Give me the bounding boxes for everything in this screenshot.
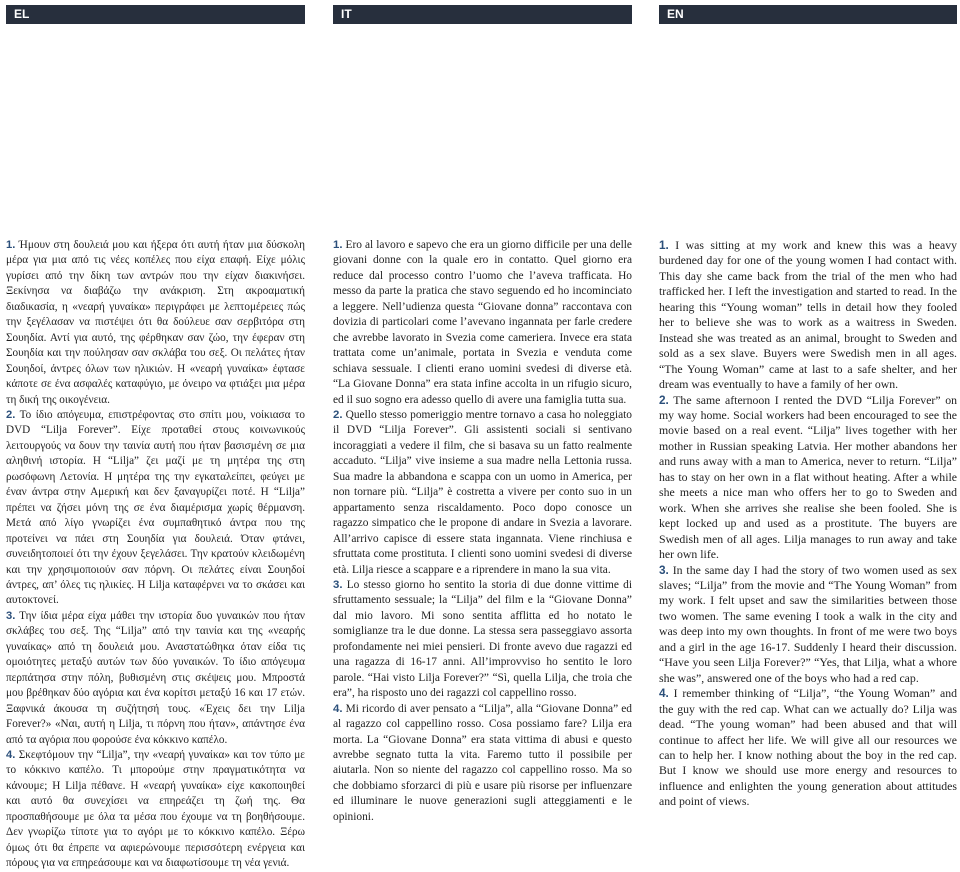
paragraph-text: In the same day I had the story of two women used as sex slaves; “Lilja” from the movie and “The Young Woman” from my work. I felt upset and saw the similarities between those two women. The same evening I took a walk in the city and was deep into my own thoughts. In front of me were two boys and a girl in the age 16-17. Suddenly I heard their discussion. “Have you seen Lilja Forever?” “Yes, that Lilja, what a whore she was”, answered one of the boys who had a red cap. <box>659 562 957 685</box>
paragraph-1 <box>6 238 305 408</box>
paragraph-2 <box>659 393 957 563</box>
paragraph-number: 4. <box>6 748 16 761</box>
paragraph-text: Ero al lavoro e sapevo che era un giorno difficile per una delle giovani donne con la quale ero in contatto. Quel giorno era reduce dal processo contro l’uomo che l’aveva trafficata. Ho messo da parte la pratica che stavo seguendo ed ho incominciato a leggere. Nell’udienza questa “Giovane donna” raccontava con dovizia di particolari come l’avevano ingannata per farle credere che avrebbe lavorato in Svezia come cameriera. Invece era stata trattata come un’animale, portata in Svezia e venduta come schiava sessuale. I clienti erano uomini svedesi di diverse età. “La Giovane Donna” era stata infine accolta in un rifugio sicuro, ed il suo sogno era adesso quello di avere una famiglia tutta sua. <box>333 239 632 406</box>
paragraph-number: 3. <box>659 562 669 577</box>
paragraph-4 <box>659 686 957 810</box>
paragraph-text: Mi ricordo di aver pensato a “Lilja”, alla “Giovane Donna” ed al ragazzo col cappellino rosso. Cosa possiamo fare? Lilja era morta. La “Giovane Donna” era stata vittima di abusi e questo avrebbe segnato tutta la vita. Faremo tutto il possibile per aiutarla. Non so niente del ragazzo col cappellino rosso. Ma so che dobbiamo sforzarci di più e usare più risorse per influenzare ed illuminare le nuove generazioni sugli atteggiamenti e le opinioni. <box>333 702 632 823</box>
paragraph-text: Quello stesso pomeriggio mentre tornavo a casa ho noleggiato il DVD “Lilja Forever”. Gli assistenti sociali si sentivano incoraggiati a vedere il film, che si basava su un fatto realmente accaduto. “Lilja” vive insieme a sua madre nella Lettonia russa. Sua madre la abbandona e scappa con un uomo in America, per non tornare più. “Lilja” è costretta a vivere per conto suo in un appartamento senza riscaldamento. Poco dopo conosce un ragazzo simpatico che le propone di andare in Svezia a lavorare. All’arrivo capisce di essere stata ingannata. Viene rinchiusa e sfruttata come prostituta. I clienti sono uomini svedesi di diverse età. Lilja riesce a scappare e a riprendere in mano la sua vita. <box>333 408 632 576</box>
paragraph-number: 4. <box>659 686 669 701</box>
paragraph-number: 2. <box>333 408 343 421</box>
paragraph-number: 4. <box>333 702 343 715</box>
paragraph-text: Ήμουν στη δουλειά μου και ήξερα ότι αυτή ήταν μια δύσκολη μέρα για μια από τις νέες κοπέλες που είχα επαφή. Είχε μόλις γυρίσει από την δίκη των αντρών που την είχαν διακινήσει. Ξεκίνησα να διαβάζω την ανάκριση. Στη ακροαματική διαδικασία, η «νεαρή γυναίκα» περιγράφει με λεπτομέρειες πώς την ξεγέλασαν να πιστέψει ότι θα δούλευε σαν σερβιτόρα στη Σουηδία. Αντί για αυτό, της φέρθηκαν σαν ζώο, την έφεραν στη Σουηδία και την πούλησαν σαν σκλάβα του σεξ. Οι πελάτες ήταν Σουηδοί, άντρες όλων των ηλικιών. Η «νεαρή γυναίκα» έφτασε κάποτε σε ένα ασφαλές καταφύγιο, με όνειρο να φτιάξει μια μέρα τη δική της οικογένεια. <box>6 239 305 406</box>
paragraph-3 <box>6 609 305 748</box>
paragraph-number: 2. <box>659 392 669 407</box>
paragraph-number: 3. <box>333 578 343 591</box>
paragraph-text: Lo stesso giorno ho sentito la storia di due donne vittime di sfruttamento sessuale; la “Lilja” del film e la “Giovane Donna” dal mio lavoro. Mi sono sentita afflitta ed ho notato le somiglianze tra le due donne. La stessa sera passeggiavo assorta profondamente nei miei pensieri. Di fronte avevo due ragazzi ed una ragazza di 16-17 anni. All’improvviso ho sentito le loro parole. “Hai visto Lilja Forever?” “Sì, quella Lilja, che troia che era”, ha risposto uno dei ragazzi col cappellino rosso. <box>333 578 632 700</box>
paragraph-4 <box>333 702 632 826</box>
paragraph-4 <box>6 748 305 872</box>
paragraph-number: 3. <box>6 609 16 622</box>
paragraph-3 <box>659 563 957 687</box>
paragraph-number: 1. <box>333 239 343 251</box>
paragraph-3 <box>333 578 632 702</box>
paragraph-text: Το ίδιο απόγευμα, επιστρέφοντας στο σπίτι μου, νοίκιασα το DVD “Lilja Forever”. Είχε προταθεί στους κοινωνικούς λειτουργούς να δουν την ταινία αυτή που ήταν βασισμένη σε μια αληθινή ιστορία. Η “Lilja” ζει μαζί με τη μητέρα της στη ρωσόφωνη Λετονία. Η μητέρα της την εγκαταλείπει, φεύγει με έναν άντρα στην Αμερική και δεν ξαναγυρίζει ποτέ. Η “Lilja” πρέπει να ζήσει μόνη της σε ένα διαμέρισμα χωρίς θέρμανση. Μετά από λίγο γνωρίζει ένα συμπαθητικό άντρα που της προτείνει να πάει στη Σουηδία για δουλειά. Όταν φτάνει, συνειδητοποιεί ότι την έχουν ξεγελάσει. Την κρατούν κλειδωμένη και την χρησιμοποιούν σαν πόρνη. Οι πελάτες είναι Σουηδοί άντρες, απ’ όλες τις ηλικίες. Η Lilja καταφέρνει να το σκάσει και αυτοκτονεί. <box>6 408 305 607</box>
paragraph-2 <box>333 408 632 578</box>
column-header-english: EN <box>659 5 957 24</box>
column-body-english <box>659 238 957 810</box>
column-english <box>659 5 957 809</box>
paragraph-2 <box>6 408 305 609</box>
column-body-greek <box>6 238 305 872</box>
paragraph-text: Σκεφτόμουν την “Lilja”, την «νεαρή γυναίκα» και τον τύπο με το κόκκινο καπέλο. Τι μπορούμε στην πραγματικότητα να κάνουμε; Η Lilja πέθανε. Η «νεαρή γυναίκα» είχε κακοποιηθεί και αυτό θα συνεχίσει να επηρεάζει τη ζωή της. Θα προσπαθήσουμε με όλα τα μέσα που έχουμε να τη βοηθήσουμε. Δεν γνωρίζω τίποτε για το αγόρι με το κόκκινο καπέλο. Ξέρω όμως ότι θα έπρεπε να αφιερώνουμε περισσότερη ενέργεια και πόρους για να επηρεάσουμε και να διαφωτίσουμε τη νέα γενιά. <box>6 748 305 870</box>
paragraph-1 <box>333 238 632 408</box>
paragraph-number: 2. <box>6 408 16 421</box>
column-header-italian: IT <box>333 5 632 24</box>
paragraph-text: I remember thinking of “Lilja”, “the Young Woman” and the guy with the red cap. What can we actually do? Lilja was dead. “The young woman” had been abused and that will continue to affect her life. We will give all our resources we can to help her. I know nothing about the boy in the red cap. But I know we should use more energy and resources to influence and enlighten the young generation about attitudes and point of views. <box>659 686 957 809</box>
paragraph-text: Την ίδια μέρα είχα μάθει την ιστορία δυο γυναικών που ήταν σκλάβες του σεξ. Της “Lilja” από την ταινία και της «νεαρής γυναίκας» από τη δουλειά μου. Αναστατώθηκα όταν είδα τις ομοιότητες μεταξύ αυτών των δύο γυναικών. Το ίδιο απόγευμα περπάτησα στην πόλη, βυθισμένη στις σκέψεις μου. Μπροστά μου βρέθηκαν δύο αγόρια και ένα κορίτσι μεταξύ 16 και 17 ετών. Ξαφνικά άκουσα τη συζήτησή τους. «Έχεις δει την Lilja Forever?» «Ναι, αυτή η Lilja, τι πόρνη που ήταν», απάντησε ένα από τα αγόρια που φορούσε ένα κόκκινο καπέλο. <box>6 609 305 746</box>
paragraph-text: I was sitting at my work and knew this was a heavy burdened day for one of the young women I had contact with. This day she came back from the trial of the men who had trafficked her. I left the investigation and started to read. In the hearing this “Young woman” tells in detail how they fooled her to believe she was to work as a waitress in Sweden. Instead she was treated as an animal, brought to Sweden and sold as a sex slave. Buyers were Swedish men in all ages. “The Young Woman” came at last to a safe shelter, and her dream was eventually to have a family of her own. <box>659 238 957 392</box>
column-header-greek: EL <box>6 5 305 24</box>
column-greek <box>6 5 305 870</box>
paragraph-number: 1. <box>659 238 669 252</box>
column-italian <box>333 5 632 823</box>
paragraph-text: The same afternoon I rented the DVD “Lilja Forever” on my way home. Social workers had been encouraged to see the movie based on a real event. “Lilja” lives together with her mother in Russian speaking Latvia. Her mother abandons her and runs away with a man to America, never to return. “Lilja” has to stay on her own in a flat without heating. After a while she meets a nice man who offers her to go to Sweden and work. When she arrives she realise she been fooled. She is kept locked up and used as a prostitute. The buyers are Swedish men of all ages. Lilja manages to run away and take her own life. <box>659 392 957 562</box>
paragraph-number: 1. <box>6 239 16 251</box>
column-body-italian <box>333 238 632 825</box>
paragraph-1 <box>659 238 957 393</box>
